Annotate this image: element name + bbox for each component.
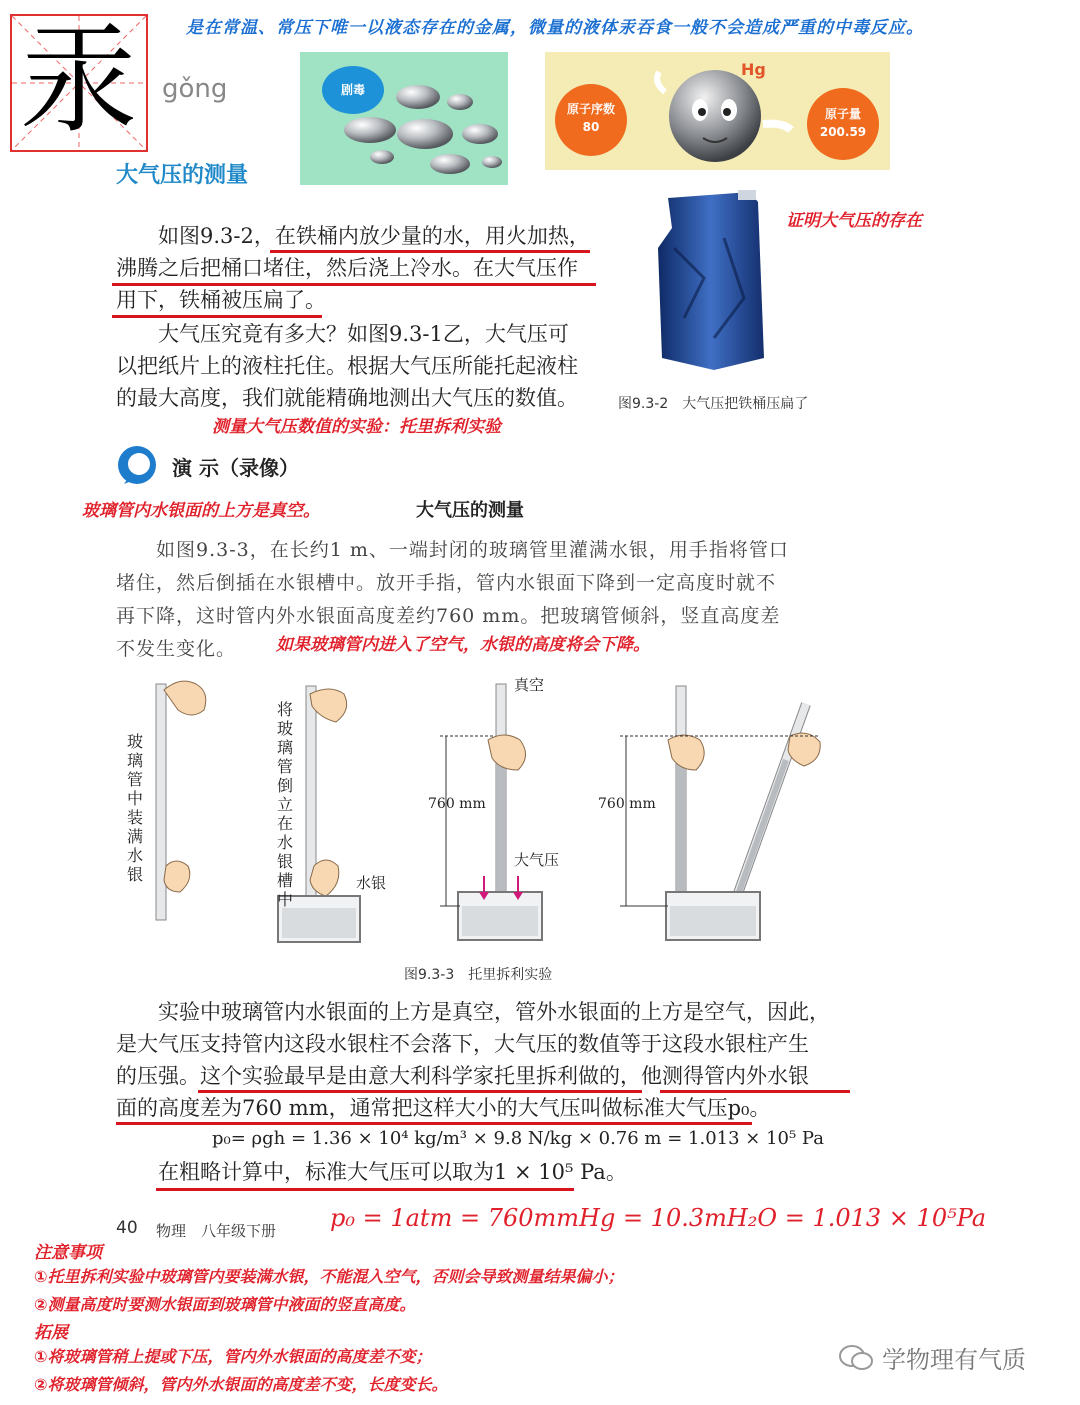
atomic-mass-label: 原子量 xyxy=(824,107,861,121)
chinese-character: 汞 xyxy=(19,14,138,149)
mercury-note: 是在常温、常压下唯一以液态存在的金属，微量的液体汞吞食一般不会造成严重的中毒反应。 xyxy=(186,18,924,38)
air-note: 如果玻璃管内进入了空气，水银的高度将会下降。 xyxy=(276,635,650,655)
character-box xyxy=(10,14,148,152)
label-mercury: 水银 xyxy=(356,874,387,892)
para1-line3: 用下，铁桶被压扁了。 xyxy=(116,288,326,312)
demo-line2: 堵住，然后倒插在水银槽中。放开手指，管内水银面下降到一定高度时就不 xyxy=(116,572,777,594)
rough-calc-line: 在粗略计算中，标准大气压可以取为1 × 10⁵ Pa。 xyxy=(158,1160,627,1184)
label-height-1: 760 mm xyxy=(428,796,486,812)
underline-4 xyxy=(198,1090,642,1093)
hg-mascot-icon xyxy=(645,52,805,170)
para2-line1: 大气压究竟有多大？如图9.3-1乙，大气压可 xyxy=(158,322,569,346)
torricelli-note: 测量大气压数值的实验：托里拆利实验 xyxy=(212,417,501,437)
para2-line3: 的最大高度，我们就能精确地测出大气压的数值。 xyxy=(116,386,578,410)
hg-symbol: Hg xyxy=(741,60,766,79)
atomic-number-label: 原子序数 xyxy=(566,102,615,116)
underline-5 xyxy=(660,1090,850,1093)
atomic-number-value: 80 xyxy=(582,120,600,134)
label-fill-tube: 玻璃管中装满水银 xyxy=(126,732,143,884)
atomic-mass-badge xyxy=(807,88,879,160)
figure-caption-torricelli: 图9.3-3 托里拆利实验 xyxy=(404,967,553,983)
atomic-mass-value: 200.59 xyxy=(819,125,867,139)
figure-caption-can: 图9.3-2 大气压把铁桶压扁了 xyxy=(618,396,809,412)
watermark-text: 学物理有气质 xyxy=(882,1346,1026,1374)
proof-note: 证明大气压的存在 xyxy=(786,211,922,231)
mercury-droplets-image xyxy=(300,52,508,185)
para1-line1: 如图9.3-2，在铁桶内放少量的水，用火加热， xyxy=(158,224,590,248)
panel-fill-tube xyxy=(156,681,206,920)
body-paragraph xyxy=(116,996,856,1124)
notes-item-2: ②测量高度时要测水银面到玻璃管中液面的竖直高度。 xyxy=(34,1295,416,1314)
crushed-can-icon xyxy=(654,188,772,372)
demo-icon xyxy=(116,444,158,486)
paragraph-crushed-can xyxy=(116,220,606,316)
underline-7 xyxy=(156,1188,574,1191)
vacuum-note: 玻璃管内水银面的上方是真空。 xyxy=(82,501,320,521)
label-vacuum: 真空 xyxy=(514,676,545,694)
book-title: 物理 八年级下册 xyxy=(156,1222,277,1240)
mercury-mascot-image xyxy=(545,52,890,170)
para2-line2: 以把纸片上的液柱托住。根据大气压所能托起液柱 xyxy=(116,354,578,378)
ext-heading: 拓展 xyxy=(34,1323,68,1343)
section-title: 大气压的测量 xyxy=(116,163,249,188)
ext-item-2: ②将玻璃管倾斜，管内外水银面的高度差不变，长度变长。 xyxy=(34,1375,448,1394)
danger-badge-label: 剧毒 xyxy=(340,83,365,97)
notes-heading: 注意事项 xyxy=(34,1243,102,1263)
label-height-2: 760 mm xyxy=(598,796,656,812)
underline-2 xyxy=(112,283,596,286)
crushed-can-image xyxy=(654,188,772,372)
notes-item-1: ①托里拆利实验中玻璃管内要装满水银，不能混入空气，否则会导致测量结果偏小； xyxy=(34,1267,624,1286)
page-number: 40 xyxy=(116,1218,138,1238)
label-atmospheric-pressure: 大气压 xyxy=(514,851,560,869)
wechat-icon xyxy=(838,1343,874,1373)
panel-vertical-tube xyxy=(440,684,542,940)
underline-6 xyxy=(116,1122,752,1125)
para1-line2: 沸腾之后把桶口堵住，然后浇上冷水。在大气压作 xyxy=(116,256,578,280)
demo-title: 演 示（录像） xyxy=(172,456,299,480)
handwritten-formula: p₀ = 1atm = 760mmHg = 10.3mH₂O = 1.013 × 10⁵Pa xyxy=(330,1204,987,1232)
torricelli-diagram xyxy=(100,670,860,960)
demo-line1: 如图9.3-3，在长约1 m、一端封闭的玻璃管里灌满水银，用手指将管口 xyxy=(156,539,789,561)
pinyin: gǒng xyxy=(162,74,228,104)
watermark xyxy=(838,1340,1026,1375)
body-line4: 面的高度差为760 mm，通常把这样大小的大气压叫做标准大气压p₀。 xyxy=(116,1096,771,1120)
demo-line3: 再下降，这时管内外水银面高度差约760 mm。把玻璃管倾斜，竖直高度差 xyxy=(116,605,781,627)
label-invert-tube: 将玻璃管倒立在水银槽中 xyxy=(276,700,293,909)
body-line1: 实验中玻璃管内水银面的上方是真空，管外水银面的上方是空气，因此， xyxy=(158,1000,830,1024)
paragraph-pressure-size xyxy=(116,318,606,414)
demo-subtitle: 大气压的测量 xyxy=(416,500,524,521)
underline-1 xyxy=(270,250,590,253)
atomic-number-badge xyxy=(555,84,627,156)
formula: p₀= ρgh = 1.36 × 10⁴ kg/m³ × 9.8 N/kg × 0.76 m = 1.013 × 10⁵ Pa xyxy=(212,1128,824,1149)
droplets-icon xyxy=(300,52,508,185)
demo-line4: 不发生变化。 xyxy=(116,638,237,660)
panel-tilted-tube xyxy=(620,686,820,940)
ext-item-1: ①将玻璃管稍上提或下压，管内外水银面的高度差不变； xyxy=(34,1347,432,1366)
body-line3: 的压强。这个实验最早是由意大利科学家托里拆利做的，他测得管内外水银 xyxy=(116,1064,809,1088)
body-line2: 是大气压支持管内这段水银柱不会落下，大气压的数值等于这段水银柱产生 xyxy=(116,1032,809,1056)
